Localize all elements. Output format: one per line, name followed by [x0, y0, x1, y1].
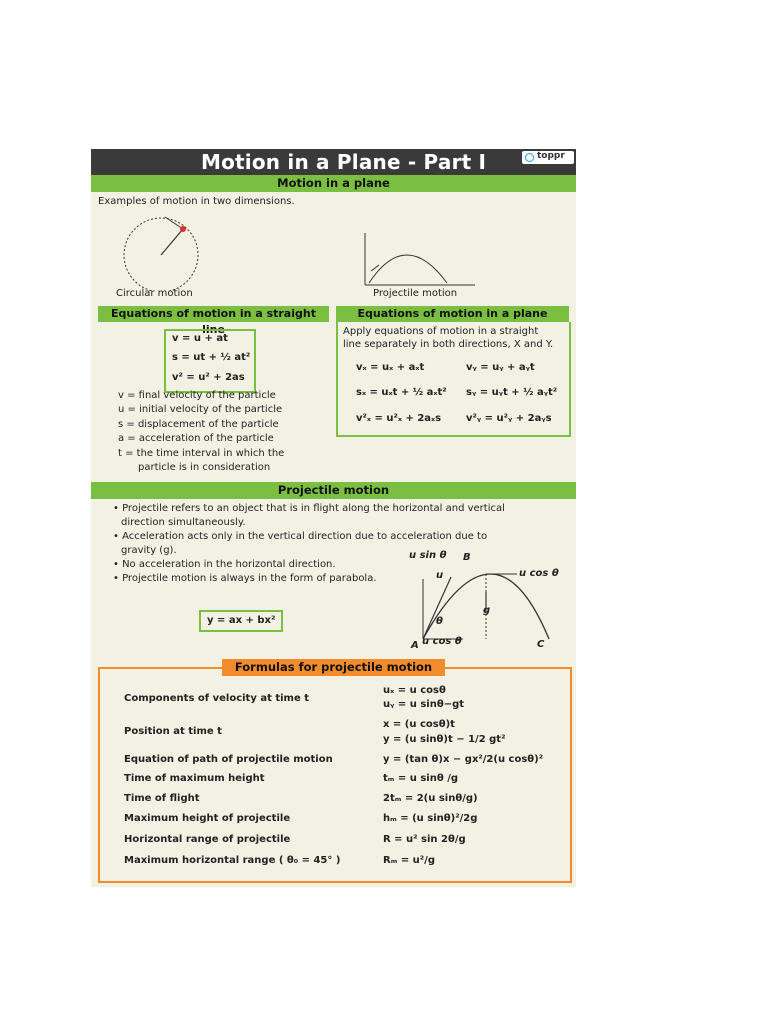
formula-label-max-height: Maximum height of projectile [124, 813, 291, 824]
label-A: A [411, 640, 419, 651]
eq-velocity-squared: v² = u² + 2as [172, 372, 245, 383]
definition-t: t = the time interval in which the [118, 448, 285, 459]
projectile-point-1: • Projectile refers to an object that is in flight along the horizontal and vertical [113, 503, 505, 514]
formula-value-y: y = (u sinθ)t − 1/2 gt² [383, 734, 506, 745]
formula-label-velocity: Components of velocity at time t [124, 693, 310, 704]
straight-line-equations-box [164, 329, 256, 393]
label-theta: θ [436, 616, 443, 627]
parabola-equation-box [199, 610, 283, 632]
launch-arrow [371, 265, 379, 271]
eq-velocity: v = u + at [172, 333, 228, 344]
definition-t-cont: particle is in consideration [138, 462, 271, 473]
page-title: Motion in a Plane - Part I [201, 150, 487, 174]
section-motion-in-plane: Motion in a plane [91, 175, 576, 192]
formula-label-max-range: Maximum horizontal range ( θ₀ = 45° ) [124, 855, 341, 866]
eq-sy: sᵧ = uᵧt + ½ aᵧt² [466, 387, 558, 398]
section-formulas: Formulas for projectile motion [222, 659, 445, 676]
eq-displacement: s = ut + ½ at² [172, 352, 251, 363]
formula-value-range: R = u² sin 2θ/g [383, 834, 466, 845]
formula-value-uy: uᵧ = u sinθ−gt [383, 699, 465, 710]
toppr-logo [522, 151, 574, 164]
projectile-point-4: • Projectile motion is always in the form of parabola. [113, 573, 377, 584]
formula-label-range: Horizontal range of projectile [124, 834, 291, 845]
logo-icon [525, 153, 534, 162]
formula-value-max-range: Rₘ = u²/g [383, 855, 435, 866]
trajectory-curve [369, 255, 447, 283]
definition-v: v = final velocity of the particle [118, 390, 276, 401]
definition-a: a = acceleration of the particle [118, 433, 274, 444]
radius-line [161, 229, 183, 255]
section-projectile: Projectile motion [91, 482, 576, 499]
examples-intro: Examples of motion in two dimensions. [98, 196, 295, 207]
infographic-sheet [91, 149, 576, 887]
eq-vy-squared: v²ᵧ = u²ᵧ + 2aᵧs [466, 413, 552, 424]
plane-intro-line2: line separately in both directions, X and Y. [343, 339, 554, 350]
parabola-equation: y = ax + bx² [207, 615, 276, 626]
formula-label-flight-time: Time of flight [124, 793, 200, 804]
definition-s: s = displacement of the particle [118, 419, 279, 430]
formula-value-ux: uₓ = u cosθ [383, 685, 446, 696]
section-in-plane: Equations of motion in a plane [336, 306, 569, 322]
eq-vx: vₓ = uₓ + aₓt [356, 362, 425, 373]
label-ucos-bottom: u cos θ [422, 636, 462, 647]
formula-value-flight-time: 2tₘ = 2(u sinθ/g) [383, 793, 478, 804]
particle-dot [180, 226, 186, 232]
label-ucos-top: u cos θ [519, 568, 559, 579]
circular-motion-label: Circular motion [116, 288, 193, 299]
tangent-line [165, 217, 183, 229]
logo-text: toppr [537, 151, 565, 161]
formula-label-position: Position at time t [124, 726, 222, 737]
eq-sx: sₓ = uₓt + ½ aₓt² [356, 387, 447, 398]
projectile-point-2-cont: gravity (g). [121, 545, 177, 556]
formula-label-max-height-time: Time of maximum height [124, 773, 265, 784]
label-usin: u sin θ [409, 550, 447, 561]
label-u: u [436, 570, 444, 581]
formula-value-path: y = (tan θ)x − gx²/2(u cosθ)² [383, 754, 544, 765]
circular-motion-diagram [119, 211, 209, 291]
projectile-point-1-cont: direction simultaneously. [121, 517, 246, 528]
formula-value-max-height-time: tₘ = u sinθ /g [383, 773, 459, 784]
velocity-vector [423, 577, 451, 639]
label-B: B [463, 552, 471, 563]
label-C: C [537, 639, 545, 650]
header-bar [91, 149, 576, 175]
projectile-point-3: • No acceleration in the horizontal direction. [113, 559, 336, 570]
projectile-point-2: • Acceleration acts only in the vertical direction due to acceleration due to [113, 531, 488, 542]
section-straight-line: Equations of motion in a straight line [98, 306, 329, 322]
eq-vx-squared: v²ₓ = u²ₓ + 2aₓs [356, 413, 442, 424]
formula-value-x: x = (u cosθ)t [383, 719, 455, 730]
eq-vy: vᵧ = uᵧ + aᵧt [466, 362, 535, 373]
projectile-motion-label: Projectile motion [373, 288, 458, 299]
label-g: g [483, 605, 491, 616]
projectile-small-diagram [361, 231, 477, 289]
formula-value-max-height: hₘ = (u sinθ)²/2g [383, 813, 478, 824]
definition-u: u = initial velocity of the particle [118, 404, 283, 415]
formula-label-path: Equation of path of projectile motion [124, 754, 333, 765]
plane-equations-box [336, 322, 571, 437]
plane-intro-line1: Apply equations of motion in a straight [343, 326, 539, 337]
